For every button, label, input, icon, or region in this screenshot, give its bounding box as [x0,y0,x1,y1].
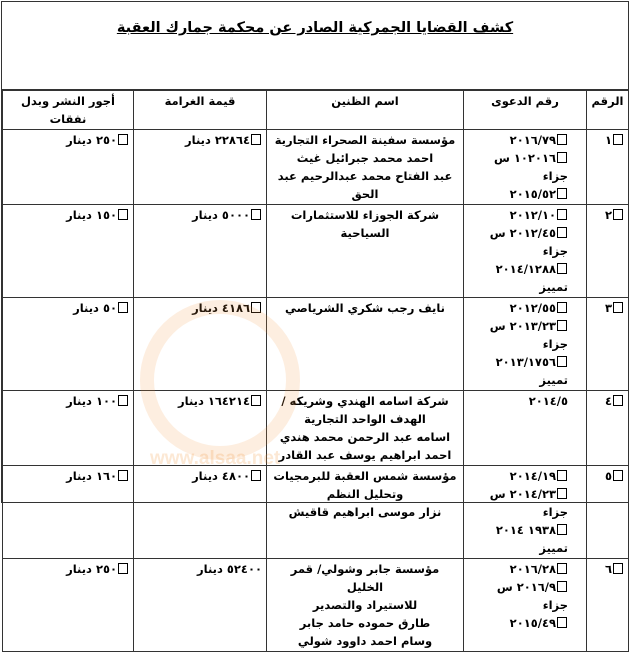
fee-value: ٢٥٠ دينار [66,133,117,147]
defendant-name: نزار موسى ابراهيم قاقيش [288,505,442,519]
fine-value: ٢٢٨٦٤ دينار [185,133,250,147]
case-number: ٢٠١٥/٤٩ [509,616,556,630]
defendant-name: مؤسسة شمس العقبة للبرمجيات [273,469,457,483]
defendant-name: للاستيراد والتصدير [312,598,418,612]
box-glyph-icon [557,524,567,535]
defendant-name: شركة الجوزاء للاستثمارات السياحية [290,208,440,240]
defendant-name-line [271,614,459,632]
case-number: ٢٠١٣/٢٣ س جزاء [489,319,568,351]
title-box [2,2,628,90]
case-number-cell [464,130,587,205]
row-number: ٤ [604,394,612,408]
case-number-cell [464,466,587,559]
fine-value-line [138,560,262,578]
table-row [3,391,629,466]
defendant-cell [267,559,464,652]
case-number: ٢٠١٤/١٩ [509,469,556,483]
defendant-name-line [271,149,459,167]
box-glyph-icon [557,488,567,499]
fee-cell [3,130,134,205]
defendant-cell [267,298,464,391]
defendant-cell [267,466,464,559]
case-number-line [468,299,568,317]
defendant-name: وتحليل النظم [326,487,404,501]
fee-value: ٥٠ دينار [73,301,117,315]
case-number-line [468,260,568,296]
fine-value: ٥٠٠٠ دينار [192,208,250,222]
case-number-cell [464,391,587,466]
box-glyph-icon [557,356,567,367]
case-number: ٢٠١٦/٧٩ [509,133,556,147]
row-number-line [591,206,624,224]
fine-value-line [138,206,262,224]
table-row [3,298,629,391]
header-case-number: رقم الدعوى [464,91,587,130]
defendant-name: مؤسسة سفينة الصحراء التجارية [274,133,456,147]
case-number-line [468,392,568,410]
defendant-cell [267,130,464,205]
case-number: ٢٠١٤/١٢٨٨ تمييز [495,262,568,294]
case-number-line [468,353,568,389]
box-glyph-icon [118,134,128,145]
case-number-line [468,185,568,203]
row-number: ١ [604,133,612,147]
fee-value-line [7,206,129,224]
box-glyph-icon [251,470,261,481]
case-number-line [468,485,568,521]
box-glyph-icon [557,209,567,220]
box-glyph-icon [613,563,623,574]
case-number-line [468,224,568,260]
header-fees: أجور النشر وبدل نفقات [3,91,134,130]
fine-cell [134,466,267,559]
fee-value-line [7,467,129,485]
fee-cell [3,298,134,391]
defendant-name: عبد الفتاح محمد عبدالرحيم عبد الحق [277,169,453,201]
defendant-name-line [271,428,459,446]
table-row [3,130,629,205]
case-number: ١٠٢٠١٦ س جزاء [494,151,568,183]
defendant-name-line [271,392,459,410]
box-glyph-icon [251,134,261,145]
row-number: ٦ [604,562,612,576]
defendant-name-line [271,299,459,317]
box-glyph-icon [557,617,567,628]
fine-value-line [138,299,262,317]
case-number: ١٩٣٨ ٢٠١٤ تمييز [495,523,568,555]
case-number-line [468,578,568,614]
fine-value: ٤١٨٦ دينار [192,301,250,315]
case-number-line [468,131,568,149]
box-glyph-icon [118,470,128,481]
fee-cell [3,466,134,559]
fee-cell [3,205,134,298]
defendant-name-line [271,410,459,428]
defendant-name-line [271,206,459,242]
box-glyph-icon [613,395,623,406]
header-row [3,91,629,130]
defendant-name: طارق حموده حامد جابر [299,616,431,630]
fee-value: ١٥٠ دينار [66,208,117,222]
cases-table [2,90,629,652]
defendant-name-line [271,560,459,596]
fine-cell [134,298,267,391]
table-row [3,559,629,652]
fee-cell [3,391,134,466]
box-glyph-icon [613,134,623,145]
fee-value: ١٠٠ دينار [66,394,117,408]
case-number-line [468,149,568,185]
fine-value: ٥٢٤٠٠ دينار [197,562,262,576]
row-number-cell [587,205,629,298]
row-number-line [591,467,624,485]
fine-value-line [138,392,262,410]
box-glyph-icon [557,302,567,313]
fine-cell [134,391,267,466]
case-number-line [468,206,568,224]
row-number-cell [587,130,629,205]
header-fine: قيمة الغرامة [134,91,267,130]
fee-value: ١٦٠ دينار [66,469,117,483]
box-glyph-icon [118,395,128,406]
case-number-cell [464,559,587,652]
box-glyph-icon [118,302,128,313]
defendant-name-line [271,467,459,485]
row-number: ٢ [604,208,612,222]
defendant-name-line [271,596,459,614]
defendant-cell [267,205,464,298]
case-number: ٢٠١٣/١٧٥٦ تمييز [495,355,568,387]
fee-value-line [7,299,129,317]
defendant-cell [267,391,464,466]
header-defendant: اسم الظنين [267,91,464,130]
row-number: ٥ [604,469,612,483]
fine-value: ١٦٤٢١٤ دينار [178,394,250,408]
case-number: ٢٠١٤/٥ [528,394,568,408]
document-frame [1,1,629,648]
defendant-name: شركة اسامه الهندي وشريكه / [281,394,449,408]
box-glyph-icon [251,209,261,220]
table-row [3,205,629,298]
box-glyph-icon [557,470,567,481]
fee-value: ٢٥٠ دينار [66,562,117,576]
box-glyph-icon [118,563,128,574]
watermark-text: www.alsaa.net [150,448,281,469]
case-number: ٢٠١٤/٢٣ س جزاء [489,487,568,519]
row-number-cell [587,559,629,652]
box-glyph-icon [251,395,261,406]
defendant-name: وسام احمد داوود شولي [297,634,433,648]
box-glyph-icon [557,188,567,199]
row-number-cell [587,466,629,559]
defendant-name: احمد ابراهيم يوسف عبد القادر [278,448,452,462]
defendant-name: مؤسسة جابر وشولي/ قمر الخليل [290,562,440,594]
box-glyph-icon [557,320,567,331]
box-glyph-icon [557,152,567,163]
defendant-name: اسامه عبد الرحمن محمد هندي [279,430,451,444]
fine-cell [134,130,267,205]
fine-value-line [138,131,262,149]
box-glyph-icon [557,263,567,274]
fine-value-line [138,467,262,485]
row-number-line [591,392,624,410]
box-glyph-icon [557,227,567,238]
case-number: ٢٠١٦/٢٨ [509,562,556,576]
case-number-cell [464,205,587,298]
box-glyph-icon [613,302,623,313]
box-glyph-icon [118,209,128,220]
fee-value-line [7,131,129,149]
case-number-line [468,560,568,578]
defendant-name-line [271,632,459,650]
fee-cell [3,559,134,652]
case-number: ٢٠١٢/٥٥ [509,301,556,315]
header-num: الرقم [587,91,629,130]
document-title: كشف القضايا الجمركية الصادر عن محكمة جمارك العقبة [116,20,514,36]
box-glyph-icon [251,302,261,313]
case-number: ٢٠١٦/٩ س جزاء [496,580,568,612]
row-number-line [591,560,624,578]
defendant-name-line [271,167,459,203]
fine-cell [134,205,267,298]
defendant-name-line [271,446,459,464]
row-number-line [591,299,624,317]
defendant-name-line [271,131,459,149]
row-number-cell [587,298,629,391]
fee-value-line [7,560,129,578]
case-number: ٢٠١٥/٥٢ [509,187,556,201]
box-glyph-icon [557,581,567,592]
fee-value-line [7,392,129,410]
case-number-line [468,467,568,485]
defendant-name: احمد محمد جبرائيل غيث [296,151,434,165]
row-number: ٣ [604,301,612,315]
defendant-name: نايف رجب شكري الشرياصي [285,301,445,315]
table-row [3,466,629,559]
box-glyph-icon [557,563,567,574]
case-number-cell [464,298,587,391]
case-number-line [468,521,568,557]
box-glyph-icon [557,134,567,145]
box-glyph-icon [613,209,623,220]
case-number-line [468,317,568,353]
fine-value: ٤٨٠٠ دينار [192,469,250,483]
case-number: ٢٠١٢/١٠ [509,208,556,222]
row-number-line [591,131,624,149]
case-number-line [468,614,568,632]
defendant-name-line [271,503,459,521]
box-glyph-icon [613,470,623,481]
defendant-name: الهدف الواحد التجارية [304,412,426,426]
case-number: ٢٠١٢/٤٥ س جزاء [489,226,568,258]
defendant-name-line [271,485,459,503]
row-number-cell [587,391,629,466]
fine-cell [134,559,267,652]
